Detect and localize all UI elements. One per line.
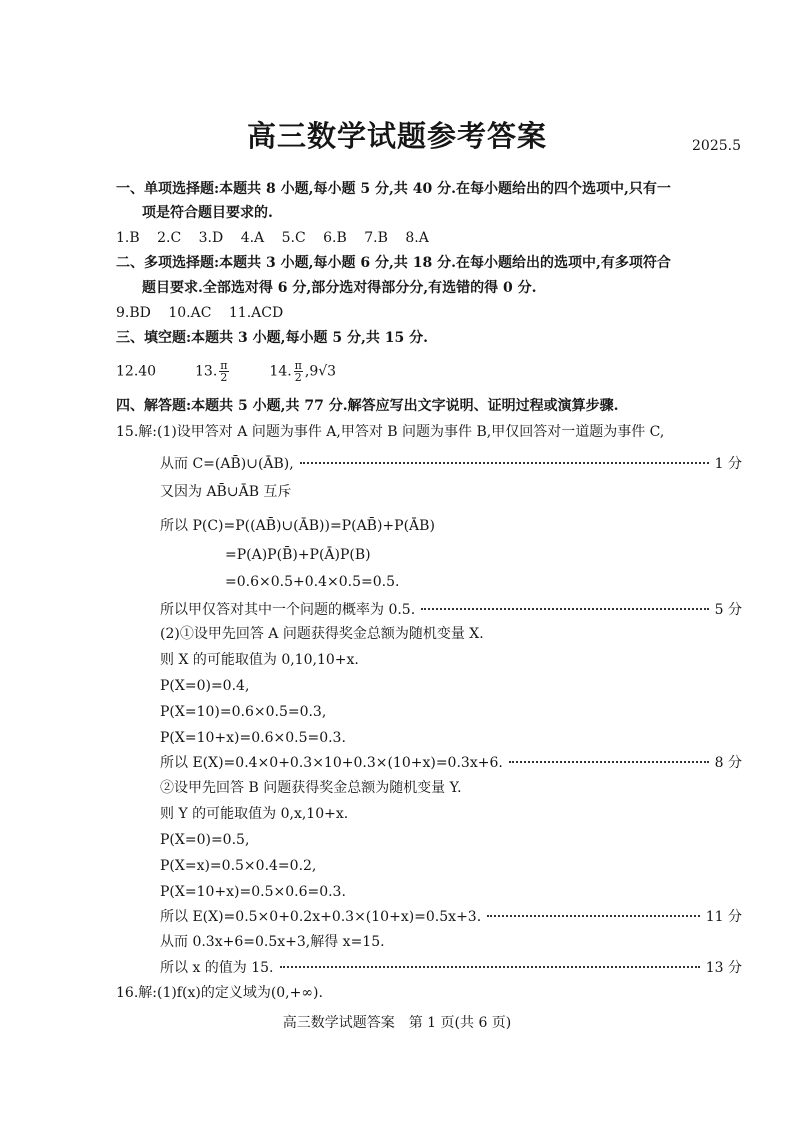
q15-line-17: P(X=x)=0.5×0.4=0.2, bbox=[160, 858, 317, 874]
answer-item: 1.B bbox=[116, 230, 140, 246]
exam-date: 2025.5 bbox=[692, 138, 741, 154]
score: 5 分 bbox=[714, 602, 742, 618]
section-2-heading: 二、多项选择题:本题共 3 小题,每小题 6 分,共 18 分.在每小题给出的选项中,有多项符合 bbox=[116, 255, 671, 271]
section-1-heading: 一、单项选择题:本题共 8 小题,每小题 5 分,共 40 分.在每小题给出的四个选项中,只有一 bbox=[116, 181, 671, 197]
section-2-answers bbox=[116, 304, 296, 322]
q15-line-5: =P(A)P(B̄)+P(Ā)P(B) bbox=[225, 547, 371, 563]
answer-item: 8.A bbox=[405, 230, 429, 246]
q15-line-8: (2)①设甲先回答 A 问题获得奖金总额为随机变量 X. bbox=[160, 626, 484, 642]
q15-line-4: 所以 P(C)=P((AB̄)∪(ĀB))=P(AB̄)+P(ĀB) bbox=[160, 518, 435, 534]
page-title: 高三数学试题参考答案 bbox=[246, 119, 547, 153]
score: 1 分 bbox=[714, 456, 742, 472]
score: 8 分 bbox=[714, 755, 742, 771]
section-3-answers bbox=[116, 360, 336, 383]
q15-line-14: ②设甲先回答 B 问题获得奖金总额为随机变量 Y. bbox=[160, 780, 462, 796]
score: 13 分 bbox=[705, 960, 742, 976]
answer-item: 4.A bbox=[240, 230, 265, 246]
leader-dots bbox=[509, 761, 709, 763]
answer-14-label: 14. bbox=[269, 363, 292, 380]
fraction-pi-over-2: $\frac{\pi}{2}$ bbox=[294, 359, 302, 384]
q15-line-12: P(X=10+x)=0.6×0.5=0.3. bbox=[160, 730, 346, 746]
q15-line-13: 所以 E(X)=0.4×0+0.3×10+0.3×(10+x)=0.3x+6. 8 分 bbox=[160, 752, 742, 772]
answer-item: 10.AC bbox=[168, 305, 212, 321]
q16-line-1: 16.解:(1)f(x)的定义域为(0,+∞). bbox=[116, 985, 323, 1001]
section-3-heading: 三、填空题:本题共 3 小题,每小题 5 分,共 15 分. bbox=[116, 330, 428, 346]
leader-dots bbox=[300, 462, 709, 464]
q15-line-15: 则 Y 的可能取值为 0,x,10+x. bbox=[160, 806, 349, 822]
section-1-heading-cont: 项是符合题目要求的. bbox=[142, 205, 273, 221]
q15-line-20: 从而 0.3x+6=0.5x+3,解得 x=15. bbox=[160, 934, 385, 950]
q15-line-6: =0.6×0.5+0.4×0.5=0.5. bbox=[225, 574, 400, 590]
answer-item: 7.B bbox=[364, 230, 388, 246]
q15-line-1: 15.解:(1)设甲答对 A 问题为事件 A,甲答对 B 问题为事件 B,甲仅回答对一道题为事件 C, bbox=[116, 424, 665, 440]
score: 11 分 bbox=[705, 909, 742, 925]
q15-line-18: P(X=10+x)=0.5×0.6=0.3. bbox=[160, 884, 346, 900]
q15-line-10: P(X=0)=0.4, bbox=[160, 678, 250, 694]
section-2-heading-cont: 题目要求.全部选对得 6 分,部分选对得部分分,有选错的得 0 分. bbox=[142, 280, 537, 296]
page-footer: 高三数学试题答案 第 1 页(共 6 页) bbox=[282, 1015, 512, 1031]
leader-dots bbox=[487, 915, 700, 917]
answer-item: 2.C bbox=[157, 230, 182, 246]
q15-line-11: P(X=10)=0.6×0.5=0.3, bbox=[160, 704, 327, 720]
q15-line-16: P(X=0)=0.5, bbox=[160, 832, 250, 848]
section-1-answers bbox=[116, 229, 442, 247]
section-4-heading: 四、解答题:本题共 5 小题,共 77 分.解答应写出文字说明、证明过程或演算步骤. bbox=[116, 398, 619, 414]
q15-line-9: 则 X 的可能取值为 0,10,10+x. bbox=[160, 652, 359, 668]
answer-item: 9.BD bbox=[116, 305, 151, 321]
answer-item: 5.C bbox=[281, 230, 306, 246]
answer-13-label: 13. bbox=[195, 363, 218, 380]
answer-item: 6.B bbox=[323, 230, 347, 246]
q15-line-7: 所以甲仅答对其中一个问题的概率为 0.5. 5 分 bbox=[160, 599, 742, 619]
answer-14-suffix: ,9√3 bbox=[304, 363, 337, 380]
fraction-pi-over-2: $\frac{\pi}{2}$ bbox=[220, 359, 228, 384]
answer-item: 3.D bbox=[198, 230, 224, 246]
q15-line-21: 所以 x 的值为 15. 13 分 bbox=[160, 957, 742, 977]
q15-line-3: 又因为 AB̄∪ĀB 互斥 bbox=[160, 484, 292, 500]
leader-dots bbox=[280, 966, 700, 968]
answer-12: 12.40 bbox=[116, 363, 157, 380]
q15-line-19: 所以 E(X)=0.5×0+0.2x+0.3×(10+x)=0.5x+3. 11 分 bbox=[160, 906, 742, 926]
q15-line-2: 从而 C=(AB̄)∪(ĀB), 1 分 bbox=[160, 453, 742, 473]
leader-dots bbox=[421, 608, 708, 610]
answer-item: 11.ACD bbox=[228, 305, 284, 321]
